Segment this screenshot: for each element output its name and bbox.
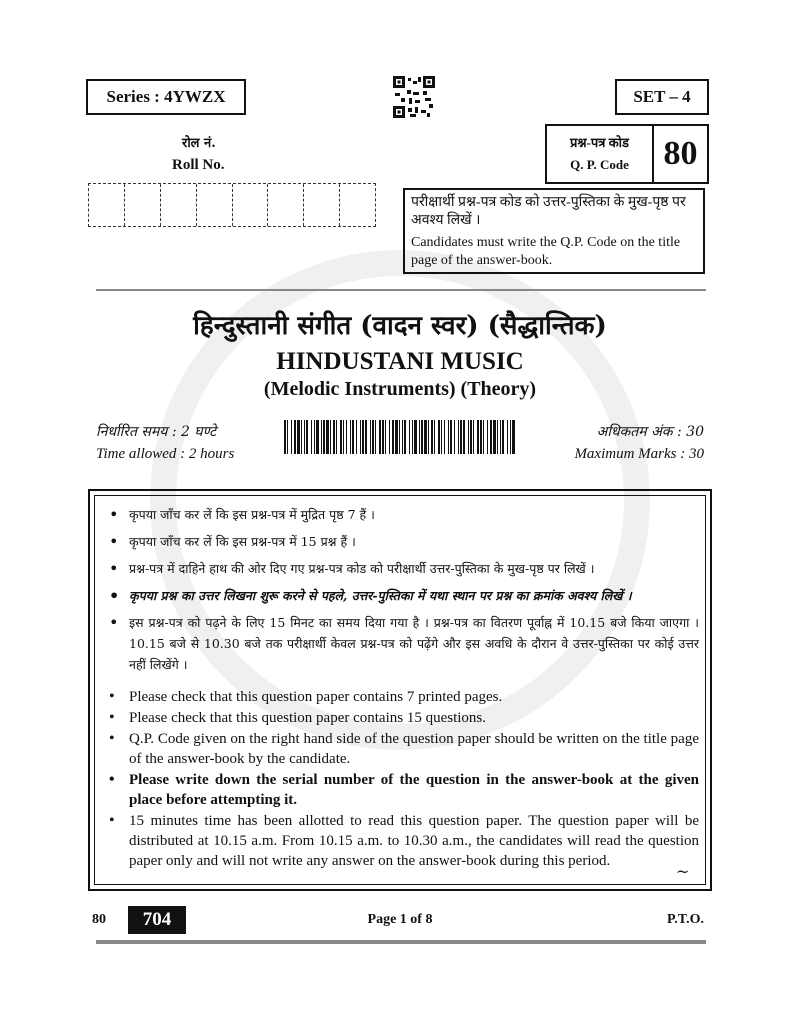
barcode-bar bbox=[356, 420, 357, 454]
barcode-bar bbox=[333, 420, 335, 454]
qp-code-label-hindi: प्रश्न-पत्र कोड bbox=[569, 135, 630, 150]
barcode-bar bbox=[365, 420, 367, 454]
barcode-bar bbox=[330, 420, 331, 454]
barcode-bar bbox=[362, 420, 364, 454]
barcode-bar bbox=[346, 420, 347, 454]
barcode-bar bbox=[340, 420, 342, 454]
barcode-bar bbox=[352, 420, 354, 454]
title-english: HINDUSTANI MUSIC bbox=[276, 348, 524, 375]
barcode-bar bbox=[385, 420, 386, 454]
barcode-bar bbox=[438, 420, 440, 454]
series-label: Series : 4YWZX bbox=[86, 79, 246, 115]
barcode-bar bbox=[304, 420, 305, 454]
pto-label: P.T.O. bbox=[667, 912, 704, 927]
barcode-bar bbox=[395, 420, 398, 454]
barcode-bar bbox=[336, 420, 337, 454]
roll-digit-box[interactable] bbox=[340, 184, 375, 226]
instructions-hindi bbox=[101, 504, 699, 675]
barcode-bar bbox=[323, 420, 325, 454]
roll-digit-box[interactable] bbox=[125, 184, 161, 226]
barcode-bar bbox=[287, 420, 288, 454]
candidate-note-english: Candidates must write the Q.P. Code on the title page of the answer-book. bbox=[411, 235, 681, 268]
page-number: Page 1 of 8 bbox=[367, 912, 433, 927]
barcode-bar bbox=[389, 420, 390, 454]
barcode-bar bbox=[468, 420, 469, 454]
instruction-en: • Please write down the serial number of the question in the answer-book at the given place before attempting it. bbox=[101, 770, 699, 810]
barcode-bar bbox=[360, 420, 361, 454]
barcode-bar bbox=[314, 420, 315, 454]
time-allowed-hindi: निर्धारित समय : 2 घण्टे bbox=[96, 424, 217, 440]
barcode bbox=[284, 420, 518, 454]
barcode-bar bbox=[510, 420, 511, 454]
instruction-en: • Please check that this question paper contains 7 printed pages. bbox=[101, 687, 699, 707]
barcode-bar bbox=[434, 420, 435, 454]
barcode-bar bbox=[392, 420, 394, 454]
roll-label-english: Roll No. bbox=[172, 157, 225, 173]
divider bbox=[96, 289, 706, 291]
barcode-bar bbox=[458, 420, 459, 454]
barcode-bar bbox=[402, 420, 403, 454]
qr-code bbox=[393, 76, 435, 118]
candidate-note-hindi: परीक्षार्थी प्रश्न-पत्र कोड को उत्तर-पुस्तिका के मुख-पृष्ठ पर अवश्य लिखें । bbox=[411, 195, 686, 228]
barcode-bar bbox=[454, 420, 455, 454]
max-marks-hindi: अधिकतम अंक : 30 bbox=[596, 424, 704, 440]
max-marks-english: Maximum Marks : 30 bbox=[574, 446, 704, 462]
title-hindi: हिन्दुस्तानी संगीत (वादन स्वर) (सैद्धान्तिक) bbox=[193, 311, 607, 341]
barcode-bar bbox=[497, 420, 498, 454]
barcode-bar bbox=[512, 420, 515, 454]
barcode-bar bbox=[350, 420, 351, 454]
roll-digit-box[interactable] bbox=[268, 184, 304, 226]
barcode-bar bbox=[444, 420, 445, 454]
barcode-bar bbox=[316, 420, 319, 454]
tilde-mark: ~ bbox=[676, 862, 690, 881]
barcode-bar bbox=[460, 420, 462, 454]
barcode-bar bbox=[448, 420, 449, 454]
instruction-hi: • कृपया जाँच कर लें कि इस प्रश्न-पत्र में मुद्रित पृष्ठ 7 हैं । bbox=[101, 504, 699, 525]
roll-label-hindi: रोल नं. bbox=[182, 136, 216, 151]
barcode-bar bbox=[419, 420, 420, 454]
barcode-bar bbox=[404, 420, 406, 454]
qp-code-label-english: Q. P. Code bbox=[570, 157, 629, 172]
barcode-bar bbox=[487, 420, 488, 454]
barcode-bar bbox=[375, 420, 376, 454]
barcode-bar bbox=[480, 420, 482, 454]
barcode-bar bbox=[311, 420, 312, 454]
barcode-bar bbox=[477, 420, 479, 454]
barcode-bar bbox=[321, 420, 322, 454]
instruction-en: • Q.P. Code given on the right hand side of the question paper should be written on the title page of the answer-book by the candidate. bbox=[101, 729, 699, 769]
roll-digit-box[interactable] bbox=[304, 184, 340, 226]
footer-code: 80 bbox=[92, 912, 106, 927]
barcode-bar bbox=[412, 420, 413, 454]
barcode-bar bbox=[326, 420, 329, 454]
instruction-hi: • इस प्रश्न-पत्र को पढ़ने के लिए 15 मिनट का समय दिया गया है । प्रश्न-पत्र का वितरण पूर्वाह्न में 10.15 बजे किया जाएगा । 10.15 बजे से 10.30 बजे तक परीक्षार्थी केवल प्रश्न-पत्र को पढ़ेंगे और इस अवधि के दौरान वे उत्तर-पुस्तिका पर कोई उत्तर नहीं लिखेंगे । bbox=[101, 612, 699, 675]
barcode-bar bbox=[294, 420, 296, 454]
instruction-en: • 15 minutes time has been allotted to read this question paper. The question paper will be distributed at 10.15 a.m. From 10.15 a.m. to 10.30 a.m., the candidates will read the question paper only and will not write any answer on the answer-book during this period. bbox=[101, 811, 699, 871]
instruction-hi: • कृपया प्रश्न का उत्तर लिखना शुरू करने से पहले, उत्तर-पुस्तिका में यथा स्थान पर प्रश्न का क्रमांक अवश्य लिखें । bbox=[101, 585, 699, 606]
barcode-bar bbox=[507, 420, 508, 454]
barcode-bar bbox=[409, 420, 410, 454]
barcode-bar bbox=[431, 420, 433, 454]
footer-divider bbox=[96, 940, 706, 944]
barcode-bar bbox=[379, 420, 381, 454]
barcode-bar bbox=[490, 420, 492, 454]
barcode-bar bbox=[421, 420, 423, 454]
barcode-bar bbox=[284, 420, 286, 454]
barcode-bar bbox=[463, 420, 465, 454]
instructions-english bbox=[101, 687, 699, 871]
barcode-bar bbox=[493, 420, 496, 454]
roll-number-boxes[interactable] bbox=[88, 183, 376, 227]
roll-digit-box[interactable] bbox=[197, 184, 233, 226]
barcode-bar bbox=[428, 420, 429, 454]
barcode-bar bbox=[483, 420, 484, 454]
barcode-bar bbox=[473, 420, 474, 454]
set-label: SET – 4 bbox=[615, 79, 709, 115]
footer-serial: 704 bbox=[128, 906, 186, 934]
instruction-hi: • कृपया जाँच कर लें कि इस प्रश्न-पत्र में 15 प्रश्न हैं । bbox=[101, 531, 699, 552]
barcode-bar bbox=[382, 420, 384, 454]
barcode-bar bbox=[424, 420, 427, 454]
barcode-bar bbox=[297, 420, 300, 454]
time-allowed-english: Time allowed : 2 hours bbox=[96, 446, 235, 462]
subtitle: (Melodic Instruments) (Theory) bbox=[263, 378, 537, 400]
barcode-bar bbox=[399, 420, 400, 454]
barcode-bar bbox=[441, 420, 442, 454]
roll-digit-box[interactable] bbox=[161, 184, 197, 226]
barcode-bar bbox=[370, 420, 371, 454]
instruction-en: • Please check that this question paper contains 15 questions. bbox=[101, 708, 699, 728]
instructions-box bbox=[88, 489, 712, 891]
barcode-bar bbox=[414, 420, 417, 454]
barcode-bar bbox=[372, 420, 374, 454]
barcode-bar bbox=[301, 420, 302, 454]
barcode-bar bbox=[450, 420, 452, 454]
barcode-bar bbox=[500, 420, 501, 454]
qp-code-box bbox=[545, 124, 709, 184]
instruction-hi: • प्रश्न-पत्र में दाहिने हाथ की ओर दिए गए प्रश्न-पत्र कोड को परीक्षार्थी उत्तर-पुस्तिका के मुख-पृष्ठ पर लिखें । bbox=[101, 558, 699, 579]
roll-digit-box[interactable] bbox=[233, 184, 269, 226]
roll-digit-box[interactable] bbox=[89, 184, 125, 226]
qp-code-value: 80 bbox=[663, 135, 698, 172]
barcode-bar bbox=[343, 420, 344, 454]
candidate-note-box bbox=[403, 188, 705, 274]
barcode-bar bbox=[291, 420, 292, 454]
barcode-bar bbox=[502, 420, 504, 454]
barcode-bar bbox=[306, 420, 308, 454]
barcode-bar bbox=[470, 420, 472, 454]
